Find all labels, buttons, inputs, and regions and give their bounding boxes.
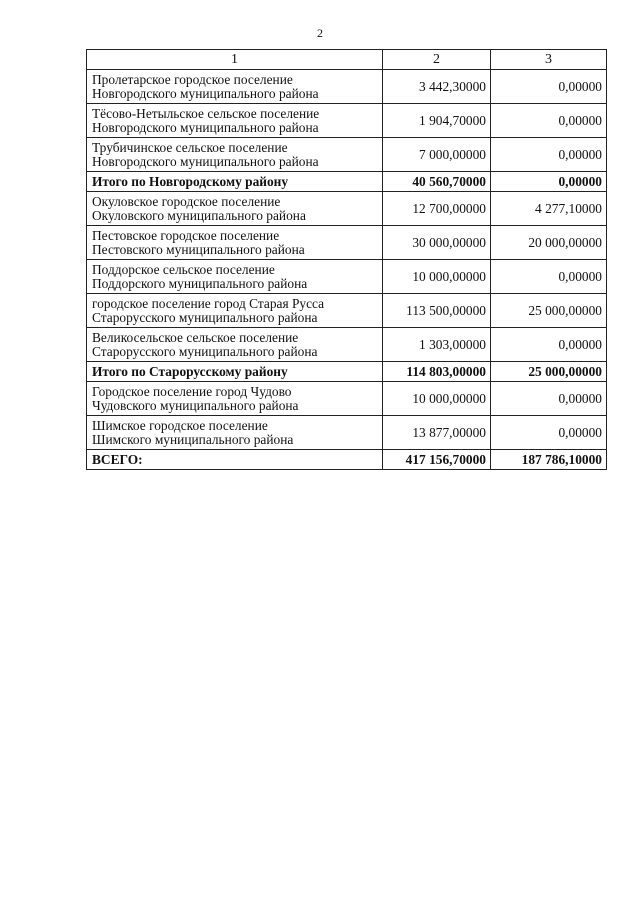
cell-settlement-name	[87, 172, 383, 192]
cell-amount-col-2: 13 877,00000	[383, 416, 491, 450]
cell-amount-col-2: 40 560,70000	[383, 172, 491, 192]
cell-amount-col-2: 7 000,00000	[383, 138, 491, 172]
settlement-name-line: Итого по Новгородскому району	[92, 173, 289, 189]
settlement-name-line: Новгородского муниципального района	[92, 119, 319, 135]
cell-settlement-name	[87, 450, 383, 470]
cell-amount-col-3: 20 000,00000	[491, 226, 607, 260]
cell-amount-col-3: 0,00000	[491, 328, 607, 362]
table-body	[87, 70, 607, 470]
cell-amount-col-3: 0,00000	[491, 104, 607, 138]
table-total-row	[87, 172, 607, 192]
cell-settlement-name	[87, 104, 383, 138]
cell-settlement-name	[87, 260, 383, 294]
table-total-row	[87, 362, 607, 382]
settlement-name-line: Шимского муниципального района	[92, 431, 294, 447]
cell-settlement-name	[87, 362, 383, 382]
cell-settlement-name	[87, 70, 383, 104]
header-col-3: 3	[491, 50, 607, 70]
cell-amount-col-2: 10 000,00000	[383, 382, 491, 416]
cell-amount-col-2: 417 156,70000	[383, 450, 491, 470]
cell-amount-col-2: 114 803,00000	[383, 362, 491, 382]
settlement-name-line: Старорусского муниципального района	[92, 309, 318, 325]
table-header	[87, 50, 607, 70]
page-number: 2	[317, 26, 323, 40]
table-total-row	[87, 450, 607, 470]
cell-amount-col-2: 1 303,00000	[383, 328, 491, 362]
budget-table	[86, 49, 607, 470]
settlement-name-line: ВСЕГО:	[92, 451, 143, 467]
cell-settlement-name	[87, 192, 383, 226]
cell-amount-col-3: 25 000,00000	[491, 294, 607, 328]
cell-amount-col-3: 0,00000	[491, 382, 607, 416]
header-col-2: 2	[383, 50, 491, 70]
cell-amount-col-3: 4 277,10000	[491, 192, 607, 226]
cell-amount-col-3: 0,00000	[491, 260, 607, 294]
settlement-name-line: Итого по Старорусскому району	[92, 363, 288, 379]
settlement-name-line: Пестовское городское поселение	[92, 227, 280, 243]
cell-amount-col-2: 3 442,30000	[383, 70, 491, 104]
cell-amount-col-3: 25 000,00000	[491, 362, 607, 382]
cell-amount-col-2: 1 904,70000	[383, 104, 491, 138]
cell-amount-col-3: 187 786,10000	[491, 450, 607, 470]
header-row	[87, 50, 607, 70]
settlement-name-line: Новгородского муниципального района	[92, 85, 319, 101]
cell-amount-col-2: 10 000,00000	[383, 260, 491, 294]
settlement-name-line: Шимское городское поселение	[92, 417, 268, 433]
settlement-name-line: Пролетарское городское поселение	[92, 71, 293, 87]
cell-amount-col-3: 0,00000	[491, 70, 607, 104]
settlement-name-line: Окуловского муниципального района	[92, 207, 306, 223]
table-row	[87, 138, 607, 172]
header-col-1: 1	[87, 50, 383, 70]
table-row	[87, 294, 607, 328]
table-row	[87, 70, 607, 104]
settlement-name-line: Тёсово-Нетыльское сельское поселение	[92, 105, 320, 121]
cell-settlement-name	[87, 226, 383, 260]
cell-settlement-name	[87, 138, 383, 172]
settlement-name-line: Поддорского муниципального района	[92, 275, 308, 291]
cell-amount-col-2: 12 700,00000	[383, 192, 491, 226]
table-row	[87, 382, 607, 416]
cell-settlement-name	[87, 294, 383, 328]
settlement-name-line: Поддорское сельское поселение	[92, 261, 275, 277]
cell-amount-col-2: 113 500,00000	[383, 294, 491, 328]
settlement-name-line: Окуловское городское поселение	[92, 193, 281, 209]
settlement-name-line: Пестовского муниципального района	[92, 241, 305, 257]
settlement-name-line: Городское поселение город Чудово	[92, 383, 292, 399]
settlement-name-line: Чудовского муниципального района	[92, 397, 299, 413]
cell-settlement-name	[87, 416, 383, 450]
settlement-name-line: Новгородского муниципального района	[92, 153, 319, 169]
cell-amount-col-3: 0,00000	[491, 138, 607, 172]
cell-amount-col-3: 0,00000	[491, 416, 607, 450]
table-row	[87, 192, 607, 226]
table-row	[87, 260, 607, 294]
cell-settlement-name	[87, 328, 383, 362]
cell-amount-col-2: 30 000,00000	[383, 226, 491, 260]
settlement-name-line: Великосельское сельское поселение	[92, 329, 299, 345]
settlement-name-line: Трубичинское сельское поселение	[92, 139, 288, 155]
settlement-name-line: Старорусского муниципального района	[92, 343, 318, 359]
table-row	[87, 328, 607, 362]
table-row	[87, 226, 607, 260]
table-row	[87, 416, 607, 450]
table-row	[87, 104, 607, 138]
settlement-name-line: городское поселение город Старая Русса	[92, 295, 325, 311]
cell-amount-col-3: 0,00000	[491, 172, 607, 192]
cell-settlement-name	[87, 382, 383, 416]
